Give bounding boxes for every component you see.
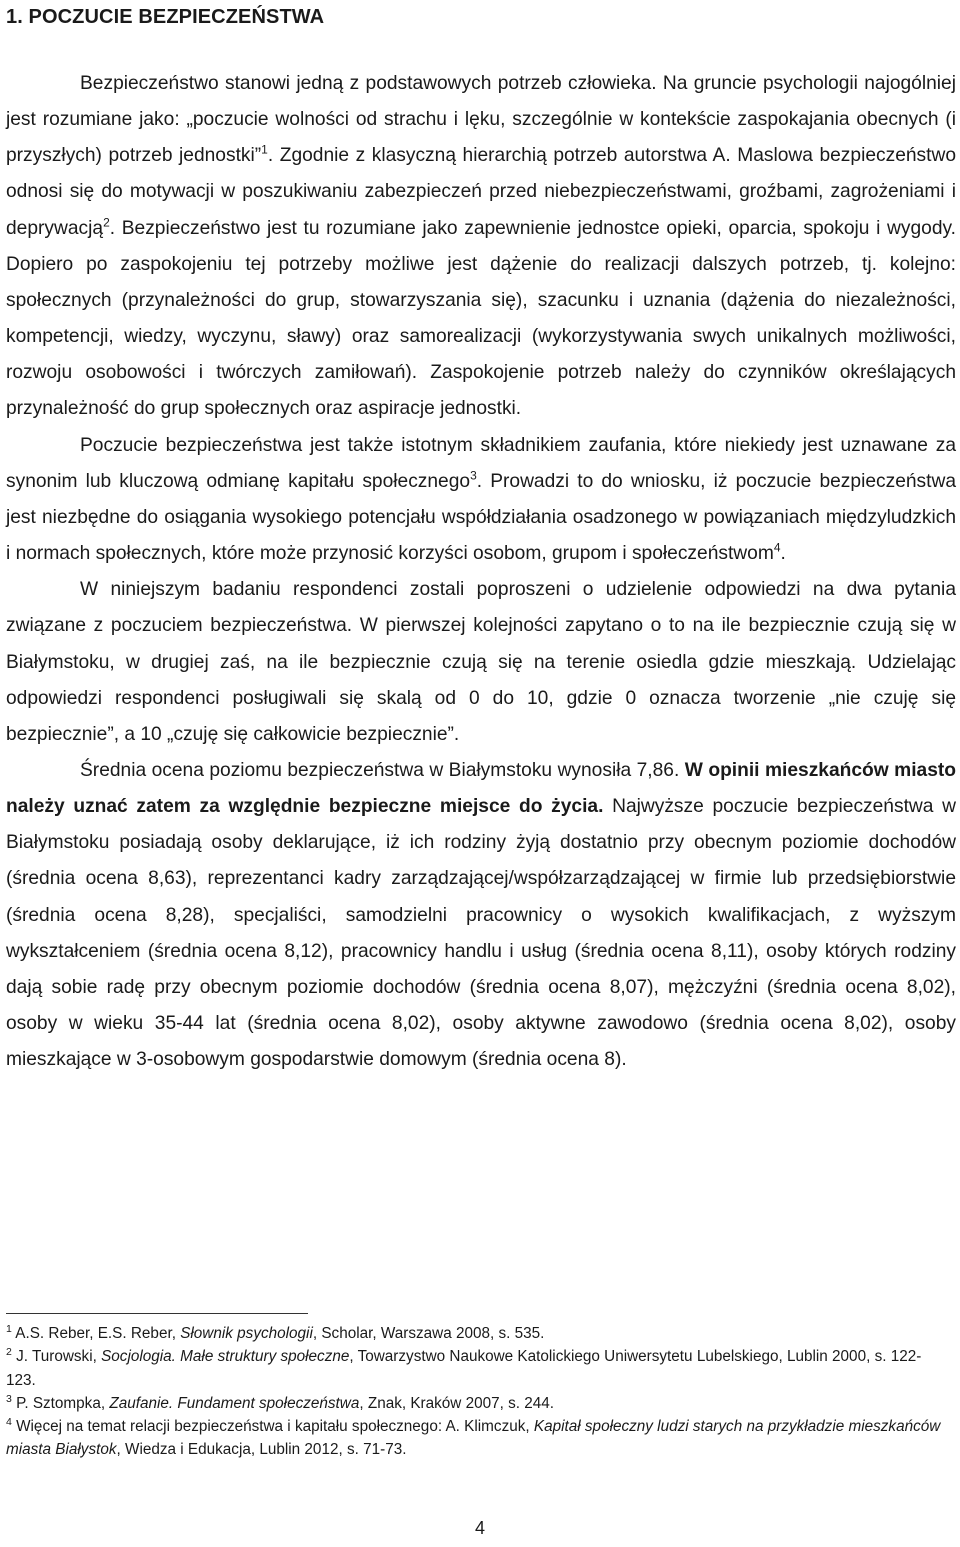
paragraph-3 — [6, 572, 956, 753]
paragraph-1 — [6, 66, 956, 428]
footnote-2 — [6, 1345, 946, 1392]
footnote-text: P. Sztompka, — [16, 1394, 110, 1412]
footnote-1 — [6, 1322, 946, 1345]
footnote-text: , Scholar, Warszawa 2008, s. 535. — [312, 1325, 545, 1342]
paragraph-text: . — [780, 543, 786, 565]
paragraph-text: . Zgodnie z klasyczną hierarchią potrzeb autorstwa A. Maslowa bezpieczeństwo odnosi się do motywacji w poszukiwaniu zabezpieczeń przed niebezpieczeństwami, groźbami, zagrożeniami i deprywacją — [6, 145, 956, 239]
paragraph-text: . Prowadzi to do wniosku, iż poczucie bezpieczeństwa jest niezbędne do osiągania wysokiego potencjału współdziałania osadzonego w powiązaniach międzyludzkich i normach społecznych, które może przynosić korzyści osobom, grupom i społeczeństwom — [6, 470, 956, 565]
body-text — [6, 66, 956, 1078]
paragraph-text: W niniejszym badaniu respondenci zostali poproszeni o udzielenie odpowiedzi na dwa pytania związane z poczuciem bezpieczeństwa. W pierwszej kolejności zapytano o to na ile bezpiecznie czują się w Białymstoku, w drugiej zaś, na ile bezpiecznie czują się na terenie osiedla gdzie mieszkają. Udzielając odpowiedzi respondenci posługiwali się skalą od 0 do 10, gdzie 0 oznacza tworzenie „nie czuję się bezpiecznie”, a 10 „czuję się całkowicie bezpiecznie”. — [6, 579, 956, 745]
footnote-ref: 2 — [103, 215, 110, 230]
paragraph-text: Średnia ocena poziomu bezpieczeństwa w Białymstoku wynosiła 7,86. — [80, 759, 685, 781]
footnote-4 — [6, 1415, 946, 1462]
footnote-title: Zaufanie. Fundament społeczeństwa — [109, 1394, 360, 1412]
footnote-text: , Wiedza i Edukacja, Lublin 2012, s. 71-73. — [116, 1441, 407, 1459]
paragraph-text: Najwyższe poczucie bezpieczeństwa w Białymstoku posiadają osoby deklarujące, iż ich rodziny żyją dostatnio przy obecnym poziomie dochodów (średnia ocena 8,63), reprezentanci kadry zarządzającej/współzarządzającej w firmie lub przedsiębiorstwie (średnia ocena 8,28), specjaliści, samodzielni pracownicy o wysokich kwalifikacjach, z wyższym wykształceniem (średnia ocena 8,12), pracownicy handlu i usług (średnia ocena 8,11), osoby których rodziny dają sobie radę przy obecnym poziomie dochodów (średnia ocena 8,07), mężczyźni (średnia ocena 8,02), osoby w wieku 35-44 lat (średnia ocena 8,02), osoby aktywne zawodowo (średnia ocena 8,02), osoby mieszkające w 3-osobowym gospodarstwie domowym (średnia ocena 8). — [6, 796, 956, 1071]
bold-conclusion: W opinii mieszkańców miasto należy uznać zatem za względnie bezpieczne miejsce do życia. — [6, 759, 956, 818]
footnote-number: 3 — [6, 1392, 12, 1405]
footnote-number: 4 — [6, 1416, 12, 1429]
footnote-title: Socjologia. Małe struktury społeczne — [101, 1348, 350, 1366]
footnote-text: , Znak, Kraków 2007, s. 244. — [359, 1394, 555, 1412]
footnote-text: , Towarzystwo Naukowe Katolickiego Uniwersytetu Lubelskiego, Lublin 2000, s. 122-123. — [6, 1348, 922, 1389]
section-heading: 1. POCZUCIE BEZPIECZEŃSTWA — [6, 6, 325, 28]
footnote-number: 1 — [6, 1322, 12, 1335]
paragraph-text: Poczucie bezpieczeństwa jest także istotnym składnikiem zaufania, które niekiedy jest uznawane za synonim lub kluczową odmianę kapitału społecznego — [6, 434, 956, 492]
paragraph-2 — [6, 428, 956, 573]
paragraph-4 — [6, 753, 956, 1078]
paragraph-text: . Bezpieczeństwo jest tu rozumiane jako zapewnienie jednostce opieki, oparcia, spokoju i wygody. Dopiero po zaspokojeniu tej potrzeby możliwe jest dążenie do realizacji dalszych potrzeb, tj. kolejno: społecznych (przynależności do grup, stowarzyszania się), szacunku i uznania (dążenia do niezależności, kompetencji, wiedzy, wyczynu, sławy) oraz samorealizacji (wykorzystywania swych unikalnych możliwości, rozwoju osobowości i twórczych zamiłowań). Zaspokojenie potrzeb należy do czynników określających przynależność do grup społecznych oraz aspiracje jednostki. — [6, 217, 956, 420]
paragraph-text: Bezpieczeństwo stanowi jedną z podstawowych potrzeb człowieka. Na gruncie psychologii najogólniej jest rozumiane jako: „poczucie wolności od strachu i lęku, szczególnie w kontekście zaspokajania obecnych (i przyszłych) potrzeb jednostki” — [6, 73, 956, 167]
footnote-ref: 3 — [470, 468, 477, 483]
footnotes — [6, 1322, 946, 1462]
footnote-text: Więcej na temat relacji bezpieczeństwa i kapitału społecznego: A. Klimczuk, — [16, 1418, 534, 1436]
footnote-divider — [6, 1313, 308, 1314]
footnote-ref: 1 — [261, 142, 268, 157]
footnote-text: J. Turowski, — [16, 1348, 102, 1366]
footnote-text: A.S. Reber, E.S. Reber, — [15, 1325, 181, 1342]
page-number: 4 — [474, 1518, 485, 1538]
footnote-title: Słownik psychologii — [180, 1325, 313, 1342]
footnote-title: Kapitał społeczny ludzi starych na przykładzie mieszkańców miasta Białystok — [6, 1418, 941, 1459]
footnote-3 — [6, 1392, 946, 1415]
footnote-number: 2 — [6, 1346, 12, 1359]
footnote-ref: 4 — [773, 540, 781, 555]
